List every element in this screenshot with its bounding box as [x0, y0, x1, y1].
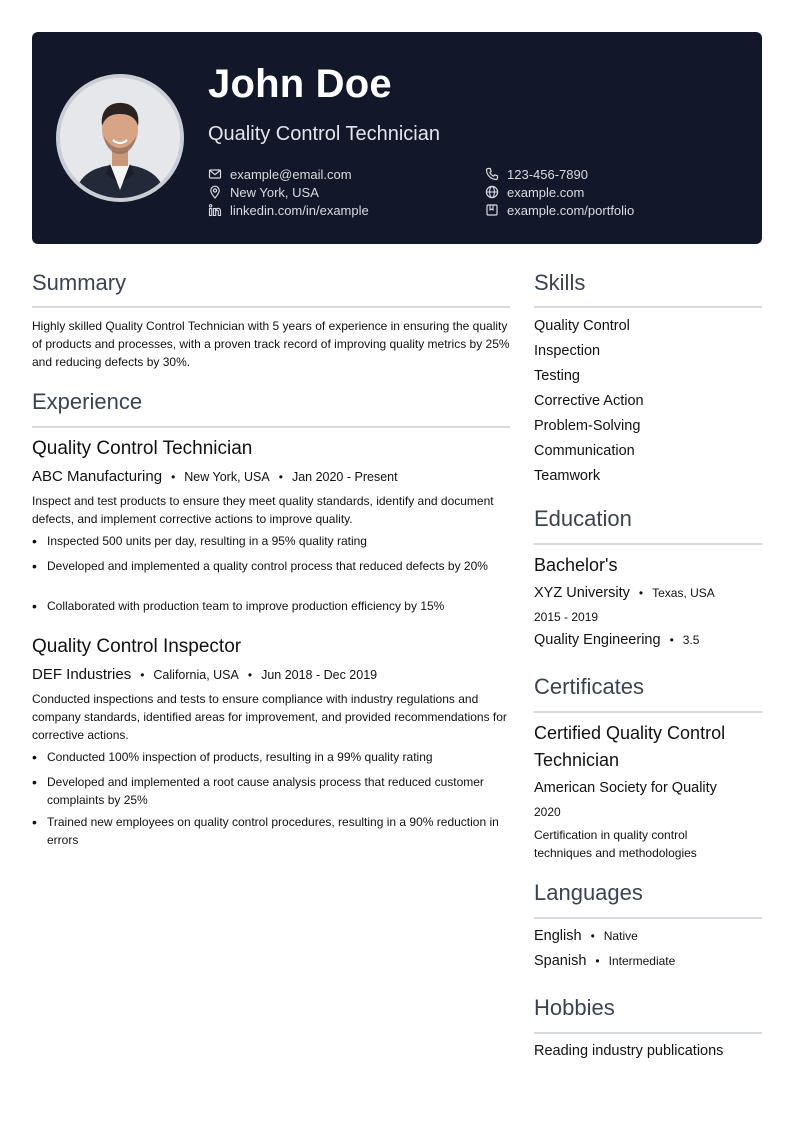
education-school-line	[534, 585, 715, 601]
job-1-bullet-text: Inspected 500 units per day, resulting in a 95% quality rating	[47, 534, 367, 548]
job-1-meta	[32, 468, 398, 485]
candidate-name: John Doe	[208, 62, 392, 106]
job-2-bullet	[32, 813, 509, 849]
contact-phone[interactable]	[485, 165, 588, 183]
languages-divider	[534, 917, 762, 919]
skill-item: Corrective Action	[534, 393, 644, 409]
skill-item: Inspection	[534, 343, 601, 359]
experience-heading: Experience	[32, 389, 143, 414]
contact-email[interactable]	[208, 165, 352, 183]
separator-dot: •	[171, 470, 176, 484]
candidate-title: Quality Control Technician	[208, 123, 440, 145]
job-1-bullet	[32, 557, 509, 575]
hobbies-heading: Hobbies	[534, 995, 615, 1020]
hobbies-divider	[534, 1032, 762, 1034]
bullet-dot: •	[32, 774, 37, 790]
education-location: Texas, USA	[652, 586, 715, 600]
separator-dot: •	[595, 954, 600, 968]
skill-item: Testing	[534, 368, 580, 384]
email-text: example@email.com	[230, 166, 352, 182]
education-dates: 2015 - 2019	[534, 610, 599, 624]
job-2-bullet	[32, 748, 509, 766]
job-2-meta	[32, 666, 377, 683]
skills-divider	[534, 306, 762, 308]
certificate-issuer: American Society for Quality	[534, 780, 717, 796]
skill-item: Communication	[534, 443, 635, 459]
job-1-bullet	[32, 532, 507, 550]
summary-divider	[32, 306, 510, 308]
separator-dot: •	[140, 668, 145, 682]
language-level: Intermediate	[608, 954, 676, 968]
profile-photo	[60, 78, 180, 198]
job-1-location: New York, USA	[184, 470, 270, 484]
portfolio-text: example.com/portfolio	[507, 202, 635, 218]
job-2-company: DEF Industries	[32, 666, 132, 683]
job-1-bullet-text: Collaborated with production team to improve production efficiency by 15%	[47, 599, 445, 613]
education-gpa: 3.5	[682, 633, 700, 647]
job-1-description: Inspect and test products to ensure they meet quality standards, identify and document defects, and implement corrective actions to improve quality.	[32, 494, 494, 526]
location-pin-icon	[208, 185, 222, 199]
avatar	[56, 74, 184, 202]
experience-divider	[32, 426, 510, 428]
separator-dot: •	[638, 586, 644, 600]
job-1-bullet	[32, 597, 509, 615]
job-1-role: Quality Control Technician	[32, 438, 253, 459]
skills-heading: Skills	[534, 270, 586, 295]
job-2-role: Quality Control Inspector	[32, 636, 242, 657]
certificate-year: 2020	[534, 805, 561, 819]
globe-icon	[485, 185, 499, 199]
phone-text: 123-456-7890	[507, 166, 588, 182]
job-2-bullet-text: Conducted 100% inspection of products, resulting in a 99% quality rating	[47, 750, 433, 764]
separator-dot: •	[247, 668, 253, 682]
person-photo-icon	[60, 78, 180, 198]
phone-icon	[485, 167, 499, 181]
languages-heading: Languages	[534, 880, 643, 905]
resume-header	[32, 32, 762, 244]
contact-website[interactable]	[485, 183, 584, 201]
certificates-heading: Certificates	[534, 674, 645, 699]
linkedin-text: linkedin.com/in/example	[230, 202, 369, 218]
certificates-divider	[534, 711, 762, 713]
certificate-name-line1: Certified Quality Control	[534, 723, 726, 743]
bullet-dot: •	[32, 558, 37, 574]
certificate-name-line2: Technician	[534, 750, 620, 770]
portfolio-icon	[485, 203, 499, 217]
job-2-bullet	[32, 773, 509, 809]
language-name: Spanish	[534, 953, 587, 969]
job-1-dates: Jan 2020 - Present	[291, 470, 398, 484]
bullet-dot: •	[32, 598, 37, 614]
mail-icon	[208, 167, 222, 181]
language-level: Native	[603, 929, 638, 943]
certificate-description: Certification in quality control techniques and methodologies	[534, 828, 697, 860]
summary-heading: Summary	[32, 270, 127, 295]
job-2-dates: Jun 2018 - Dec 2019	[261, 668, 378, 682]
education-divider	[534, 543, 762, 545]
job-2-location: California, USA	[153, 668, 239, 682]
skill-item: Problem-Solving	[534, 418, 641, 434]
skill-item: Quality Control	[534, 318, 630, 334]
contact-portfolio[interactable]	[485, 201, 634, 219]
bullet-dot: •	[32, 749, 37, 765]
separator-dot: •	[590, 929, 595, 943]
hobby-item: Reading industry publications	[534, 1043, 724, 1059]
education-degree: Bachelor's	[534, 555, 618, 575]
job-2-bullet-text: Trained new employees on quality control procedures, resulting in a 90% reduction in errors	[47, 815, 499, 847]
contact-linkedin[interactable]	[208, 201, 369, 219]
job-1-company: ABC Manufacturing	[32, 468, 163, 485]
language-name: English	[534, 928, 582, 944]
education-school: XYZ University	[534, 585, 630, 601]
linkedin-icon	[208, 203, 222, 217]
website-text: example.com	[507, 184, 585, 200]
skill-item: Teamwork	[534, 468, 601, 484]
education-field: Quality Engineering	[534, 632, 661, 648]
job-2-description: Conducted inspections and tests to ensure compliance with industry regulations and company standards, identified areas for improvement, and provided recommendations for corrective actions.	[32, 692, 507, 742]
job-2-bullet-text: Developed and implemented a root cause analysis process that reduced customer complaints by 25%	[47, 775, 484, 807]
location-text: New York, USA	[230, 184, 319, 200]
job-1-bullet-text: Developed and implemented a quality control process that reduced defects by 20%	[47, 559, 488, 573]
education-heading: Education	[534, 506, 632, 531]
contact-location	[208, 183, 319, 201]
separator-dot: •	[278, 470, 283, 484]
separator-dot: •	[669, 633, 674, 647]
language-item	[534, 928, 638, 944]
bullet-dot: •	[32, 814, 37, 830]
bullet-dot: •	[32, 533, 37, 549]
summary-text: Highly skilled Quality Control Technician with 5 years of experience in ensuring the quality of products and processes, with a proven track record of improving quality metrics by 25% and reducing defects by 30%.	[32, 319, 510, 369]
language-item	[534, 953, 675, 969]
education-field-line	[534, 632, 699, 648]
